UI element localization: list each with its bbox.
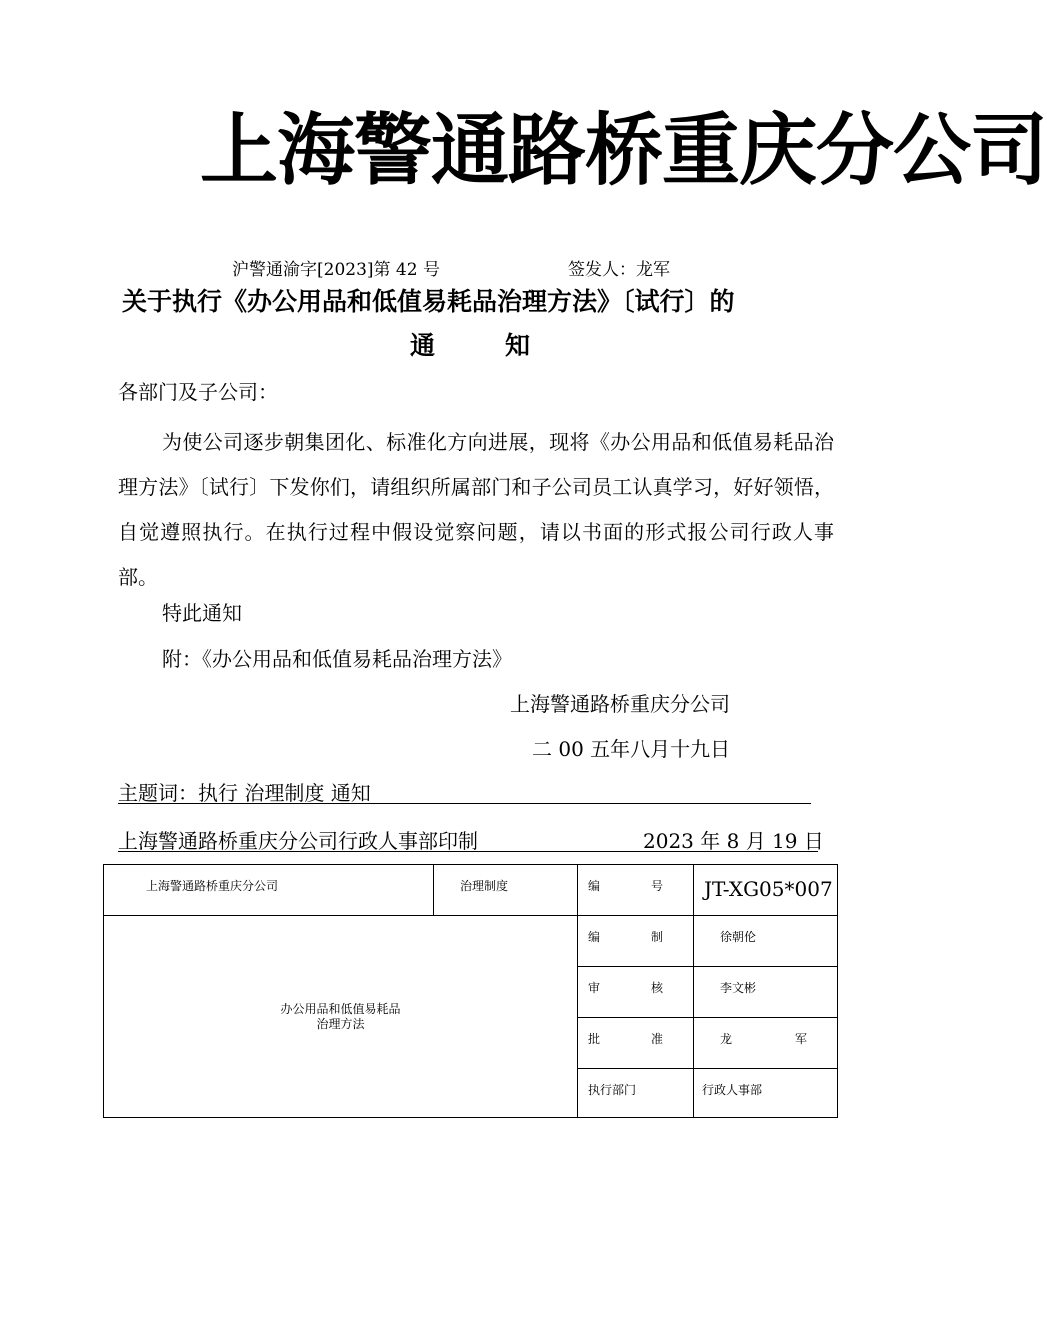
print-date: 2023 年 8 月 19 日 xyxy=(643,829,824,853)
reviewer-value-cell: 李文彬 xyxy=(694,967,838,1018)
issuer-line: 签发人：龙军 xyxy=(568,260,670,280)
code-value-cell: JT-XG05*007 xyxy=(694,865,838,916)
department-value-cell: 行政人事部 xyxy=(694,1069,838,1118)
code-label-cell: 编 号 xyxy=(578,865,694,916)
company-cell: 上海警通路桥重庆分公司 xyxy=(104,865,434,916)
divider-line xyxy=(118,851,818,852)
compiler-label-cell: 编 制 xyxy=(578,916,694,967)
keywords-line: 主题词：执行 治理制度 通知 xyxy=(118,781,371,805)
document-info-table xyxy=(103,864,838,1118)
notice-title-second-line: 通知 xyxy=(410,331,601,360)
printer-line: 上海警通路桥重庆分公司行政人事部印制 xyxy=(118,829,478,853)
document-number: 沪警通渝字[2023]第 42 号 xyxy=(232,260,440,280)
document-title-cell: 办公用品和低值易耗品 治理方法 xyxy=(104,916,578,1118)
notice-title: 关于执行《办公用品和低值易耗品治理方法》〔试行〕的 xyxy=(122,287,735,316)
approver-value-cell: 龙 军 xyxy=(694,1018,838,1069)
signature-company: 上海警通路桥重庆分公司 xyxy=(510,692,730,716)
attachment-line: 附：《办公用品和低值易耗品治理方法》 xyxy=(162,647,512,671)
reviewer-label-cell: 审 核 xyxy=(578,967,694,1018)
signature-date: 二 00 五年八月十九日 xyxy=(532,737,731,761)
compiler-value-cell: 徐朝伦 xyxy=(694,916,838,967)
company-banner: 上海警通路桥重庆分公司 xyxy=(200,106,1047,196)
body-paragraph: 为使公司逐步朝集团化、标准化方向进展，现将《办公用品和低值易耗品治理方法》〔试行〕下发你们，请组织所属部门和子公司员工认真学习，好好领悟，自觉遵照执行。在执行过程中假设觉察问题，请以书面的形式报公司行政人事部。 xyxy=(118,430,834,589)
salutation: 各部门及子公司： xyxy=(118,380,278,404)
category-cell: 治理制度 xyxy=(434,865,578,916)
closing-line: 特此通知 xyxy=(162,601,242,625)
divider-line xyxy=(118,803,811,804)
approver-label-cell: 批 准 xyxy=(578,1018,694,1069)
department-label-cell: 执行部门 xyxy=(578,1069,694,1118)
